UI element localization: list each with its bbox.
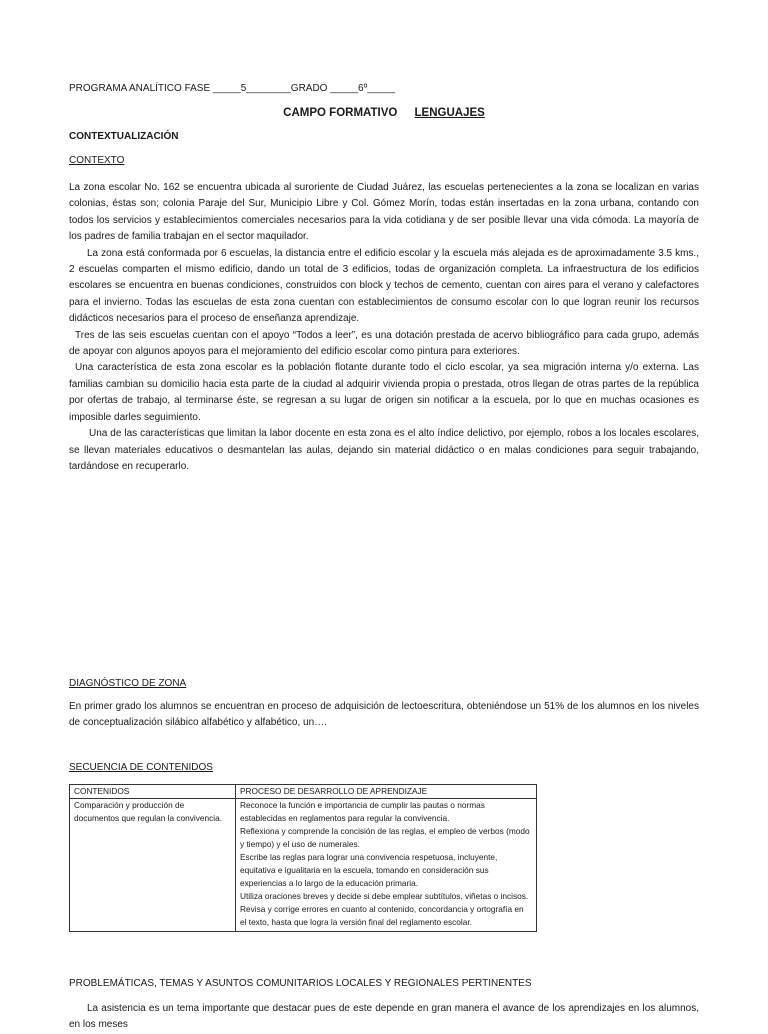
secuencia-heading: SECUENCIA DE CONTENIDOS bbox=[69, 762, 213, 773]
contexto-paragraph: La zona está conformada por 6 escuelas, la distancia entre el edificio escolar y la escuela más alejada es de aproximadamente 3.5 kms., 2 escuelas comparten el mismo edificio, dando un total de 3 edificios, todas de organización completa. La infraestructura de los edificios escolares se encuentra en buenas condiciones, construidos con block y techos de cemento, cuentan con aires para el verano y calefactores para el invierno. Todas las escuelas de esta zona cuentan con establecimientos de consumo escolar con lo que logran reunir los recursos didácticos necesarios para el proceso de enseñanza aprendizaje. bbox=[69, 247, 699, 325]
contexto-body bbox=[69, 180, 699, 475]
proceso-item: Reflexiona y comprende la concisión de las reglas, el empleo de verbos (modo y tiempo) y el uso de numerales. bbox=[240, 826, 530, 849]
problematicas-heading: PROBLEMÁTICAS, TEMAS Y ASUNTOS COMUNITARIOS LOCALES Y REGIONALES PERTINENTES bbox=[69, 978, 532, 989]
campo-formativo-label: CAMPO FORMATIVO bbox=[283, 107, 398, 119]
proceso-cell bbox=[236, 799, 537, 932]
diagnostico-heading: DIAGNÓSTICO DE ZONA bbox=[69, 678, 187, 689]
program-header: PROGRAMA ANALÍTICO FASE _____5________GRADO _____6º_____ bbox=[69, 83, 396, 94]
diagnostico-body: En primer grado los alumnos se encuentran en proceso de adquisición de lectoescritura, obteniéndose un 51% de los alumnos en los niveles de conceptualización silábico alfabético y alfabético, un…. bbox=[69, 701, 699, 729]
contexto-subheading: CONTEXTO bbox=[69, 155, 125, 166]
contexto-paragraph: Una característica de esta zona escolar es la población flotante durante todo el ciclo escolar, ya sea migración interna y/o externa. Las familias cambian su domicilio hacia esta parte de la ciudad al adquirir vivienda propia o prestada, otros llegan de otras partes de la república por ofertas de trabajo, al terminarse éste, se regresan a su lugar de origen sin notificar a la escuela, por lo que en muchas ocasiones es imposible darles seguimiento. bbox=[69, 362, 699, 423]
proceso-item: Escribe las reglas para lograr una convivencia respetuosa, incluyente, equitativa e igualitaria en la escuela, tomando en consideración sus experiencias a lo largo de la educación primaria. bbox=[240, 852, 498, 888]
column-header-contenidos: CONTENIDOS bbox=[70, 785, 236, 799]
page-title bbox=[0, 107, 768, 119]
table-row bbox=[70, 799, 537, 932]
contextualizacion-heading: CONTEXTUALIZACIÓN bbox=[69, 131, 179, 142]
secuencia-table bbox=[69, 784, 537, 932]
proceso-item: Reconoce la función e importancia de cumplir las pautas o normas establecidas en reglamentos para regular la convivencia. bbox=[240, 800, 485, 823]
proceso-item: Revisa y corrige errores en cuanto al contenido, concordancia y ortografía en el texto, hasta que logra la versión final del reglamento escolar. bbox=[240, 904, 524, 927]
lenguajes-label: LENGUAJES bbox=[414, 107, 485, 119]
column-header-proceso: PROCESO DE DESARROLLO DE APRENDIZAJE bbox=[236, 785, 537, 799]
proceso-item: Utiliza oraciones breves y decide si debe emplear subtítulos, viñetas o incisos. bbox=[240, 891, 529, 901]
table-header-row bbox=[70, 785, 537, 799]
contexto-paragraph: Una de las características que limitan la labor docente en esta zona es el alto índice delictivo, por ejemplo, robos a los locales escolares, se llevan materiales educativos o desmantelan las aulas, dejando sin material didáctico o en malas condiciones para seguir trabajando, tardándose en recuperarlo. bbox=[69, 428, 699, 472]
contexto-paragraph: La zona escolar No. 162 se encuentra ubicada al suroriente de Ciudad Juárez, las escuelas pertenecientes a la zona se localizan en varias colonias, éstas son; colonia Paraje del Sur, Municipio Libre y Col. Gómez Morín, todas están insertadas en la zona urbana, contando con todos los servicios y establecimientos comerciales necesarios para la vida cotidiana y de ser posible llevar una vida cómoda. La mayoría de los padres de familia trabajan en el sector maquilador. bbox=[69, 182, 699, 243]
problematicas-body: La asistencia es un tema importante que destacar pues de este depende en gran manera el avance de los aprendizajes en los alumnos, en los meses bbox=[69, 1003, 699, 1031]
contenido-cell: Comparación y producción de documentos que regulan la convivencia. bbox=[70, 799, 236, 932]
contexto-paragraph: Tres de las seis escuelas cuentan con el apoyo “Todos a leer”, es una dotación prestada de acervo bibliográfico para cada grupo, además de apoyar con algunos apoyos para el mejoramiento del edificio escolar como pintura para exteriores. bbox=[69, 329, 699, 358]
